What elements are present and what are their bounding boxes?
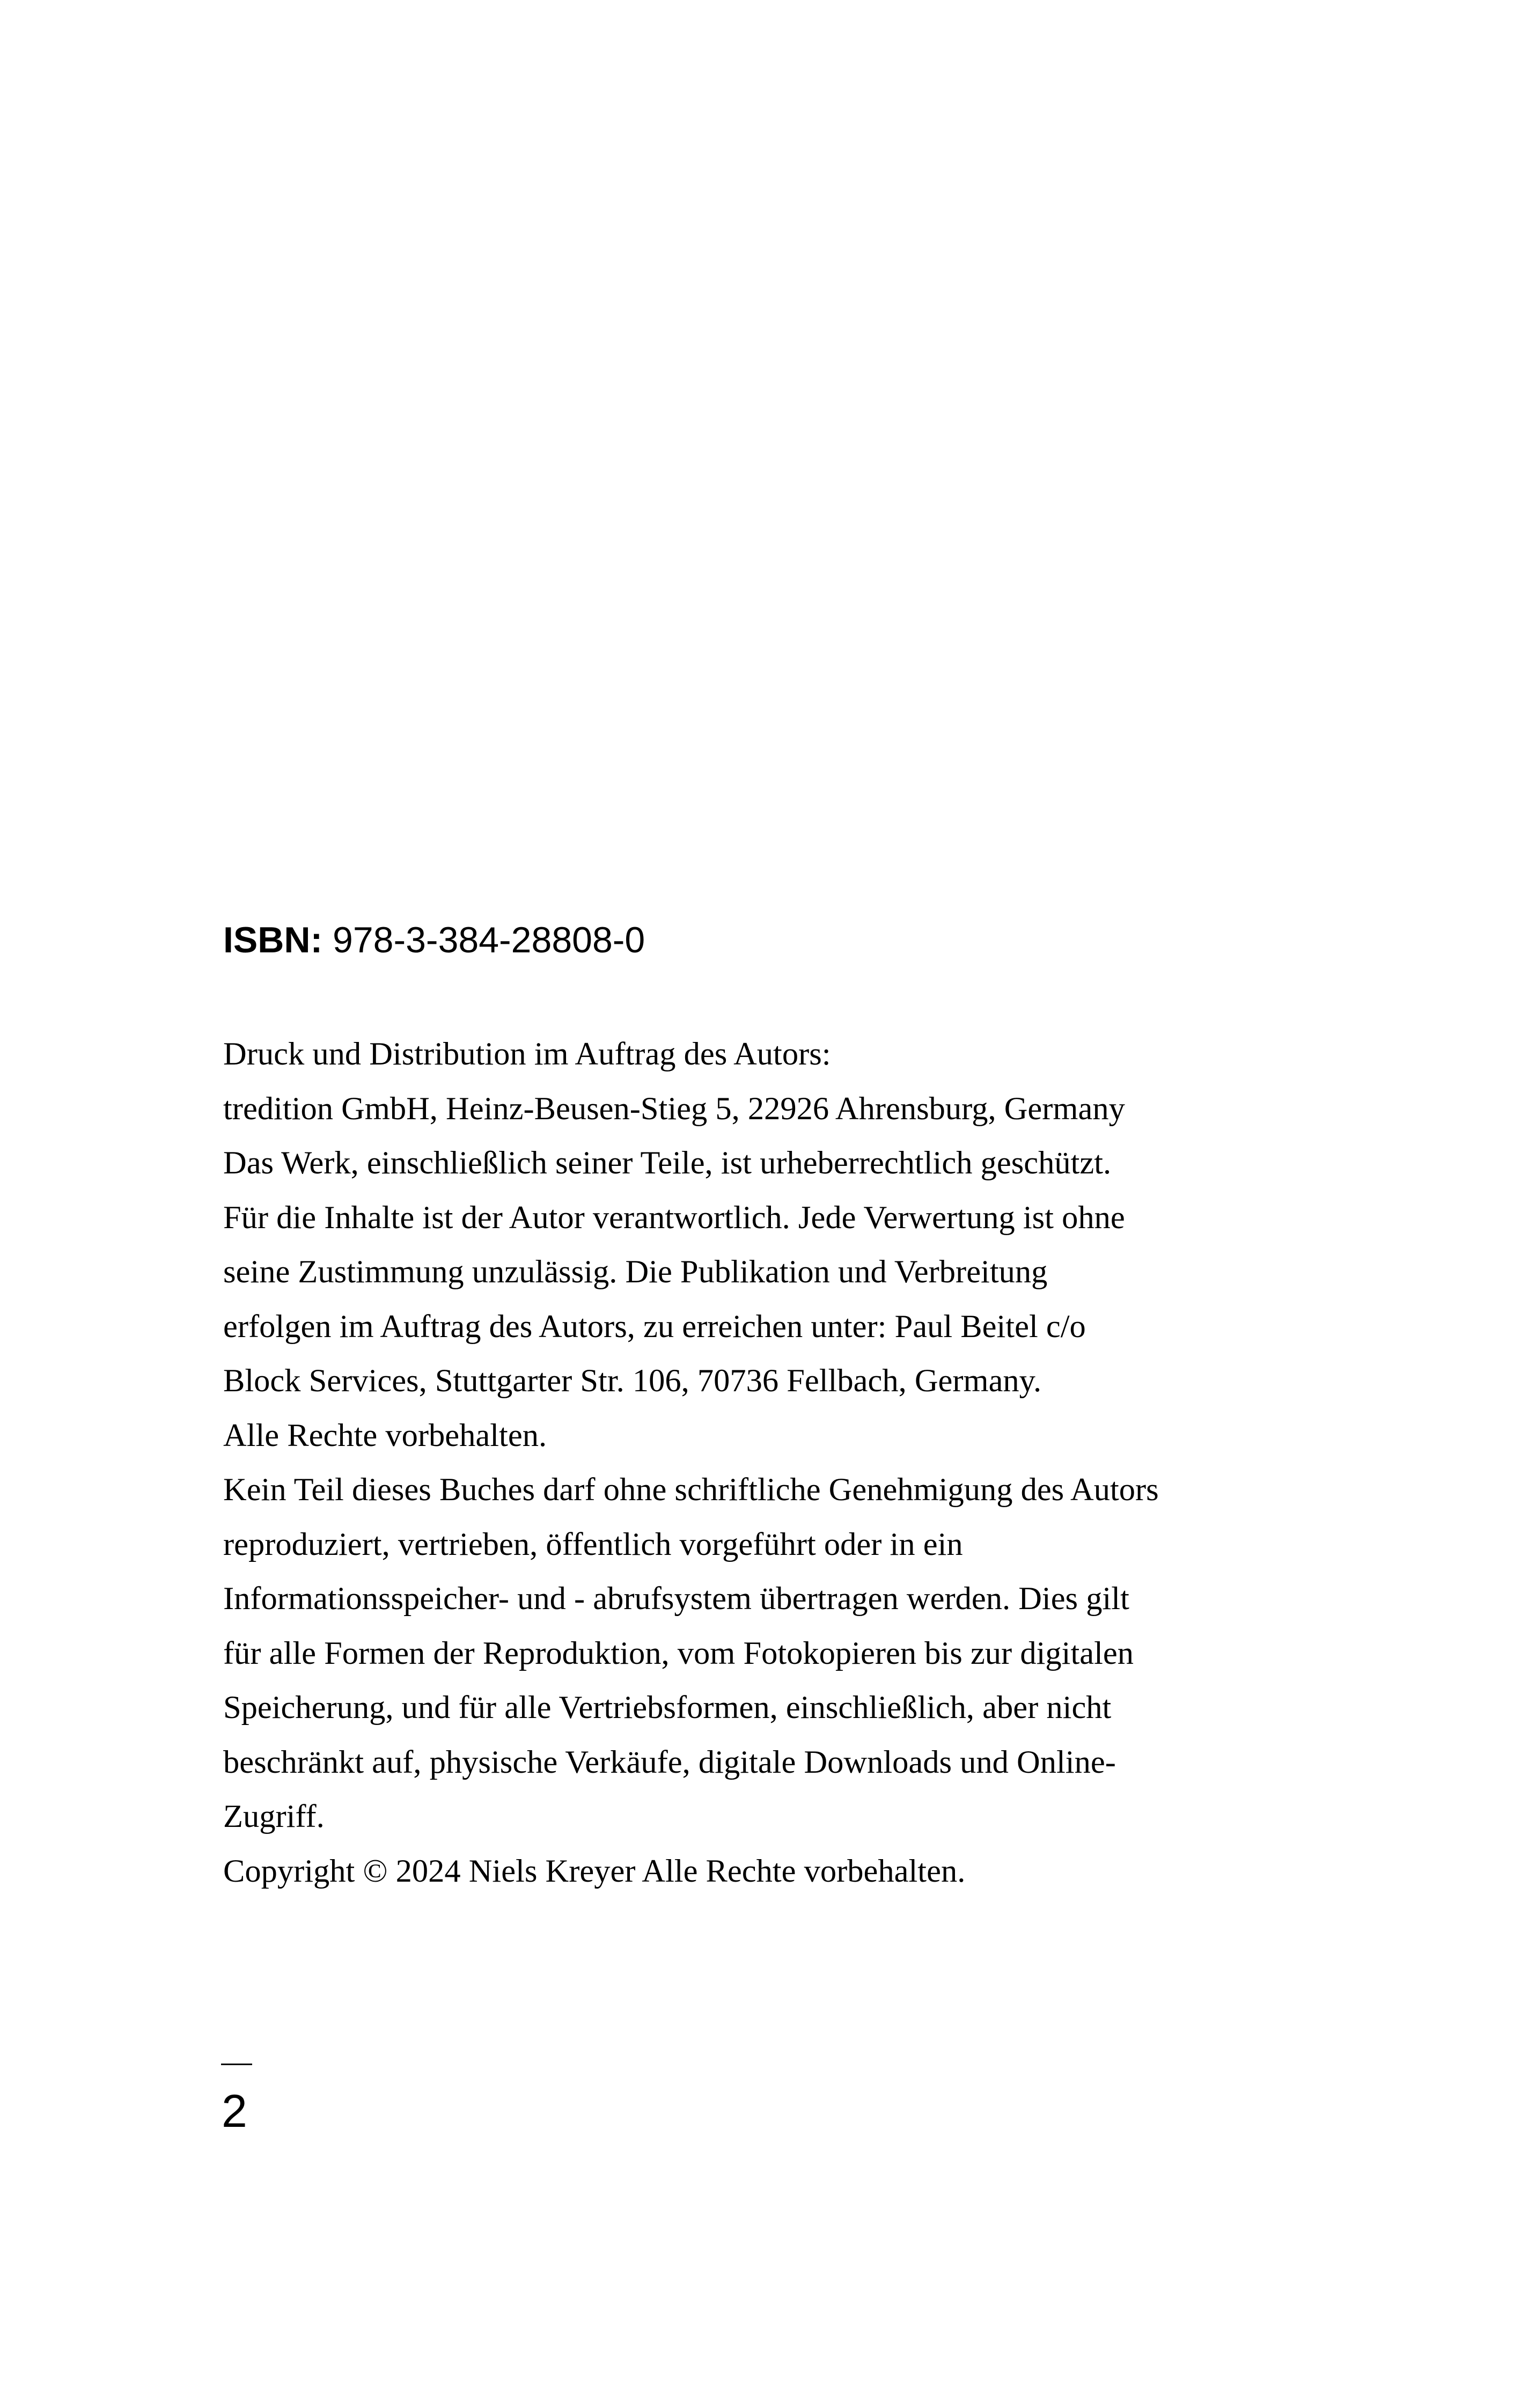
- imprint-line: reproduziert, vertrieben, öffentlich vorgeführt oder in ein: [223, 1526, 963, 1562]
- imprint-line: Für die Inhalte ist der Autor verantwortlich. Jede Verwertung ist ohne: [223, 1199, 1125, 1236]
- copyright-line: Copyright © 2024 Niels Kreyer Alle Rechte vorbehalten.: [223, 1853, 966, 1889]
- isbn-label: ISBN:: [223, 920, 323, 960]
- imprint-line: Speicherung, und für alle Vertriebsformen, einschließlich, aber nicht: [223, 1690, 1112, 1726]
- isbn-line: [223, 919, 645, 961]
- imprint-line: Block Services, Stuttgarter Str. 106, 70736 Fellbach, Germany.: [223, 1363, 1042, 1399]
- imprint-text: [223, 1027, 1296, 1898]
- imprint-line: für alle Formen der Reproduktion, vom Fotokopieren bis zur digitalen: [223, 1635, 1134, 1671]
- imprint-line: Zugriff.: [223, 1798, 325, 1834]
- imprint-line: beschränkt auf, physische Verkäufe, digitale Downloads und Online-: [223, 1744, 1116, 1780]
- imprint-line: Alle Rechte vorbehalten.: [223, 1417, 547, 1453]
- imprint-line: tredition GmbH, Heinz-Beusen-Stieg 5, 22926 Ahrensburg, Germany: [223, 1090, 1125, 1127]
- imprint-line: Informationsspeicher- und - abrufsystem übertragen werden. Dies gilt: [223, 1581, 1129, 1617]
- isbn-value: 978-3-384-28808-0: [333, 920, 645, 960]
- page-number: 2: [222, 2086, 247, 2137]
- imprint-line: seine Zustimmung unzulässig. Die Publikation und Verbreitung: [223, 1254, 1048, 1290]
- footer-rule: [221, 2064, 252, 2065]
- imprint-line: Kein Teil dieses Buches darf ohne schriftliche Genehmigung des Autors: [223, 1472, 1159, 1508]
- imprint-line: Das Werk, einschließlich seiner Teile, ist urheberrechtlich geschützt.: [223, 1145, 1112, 1181]
- imprint-line: Druck und Distribution im Auftrag des Autors:: [223, 1036, 831, 1072]
- imprint-line: erfolgen im Auftrag des Autors, zu erreichen unter: Paul Beitel c/o: [223, 1308, 1086, 1345]
